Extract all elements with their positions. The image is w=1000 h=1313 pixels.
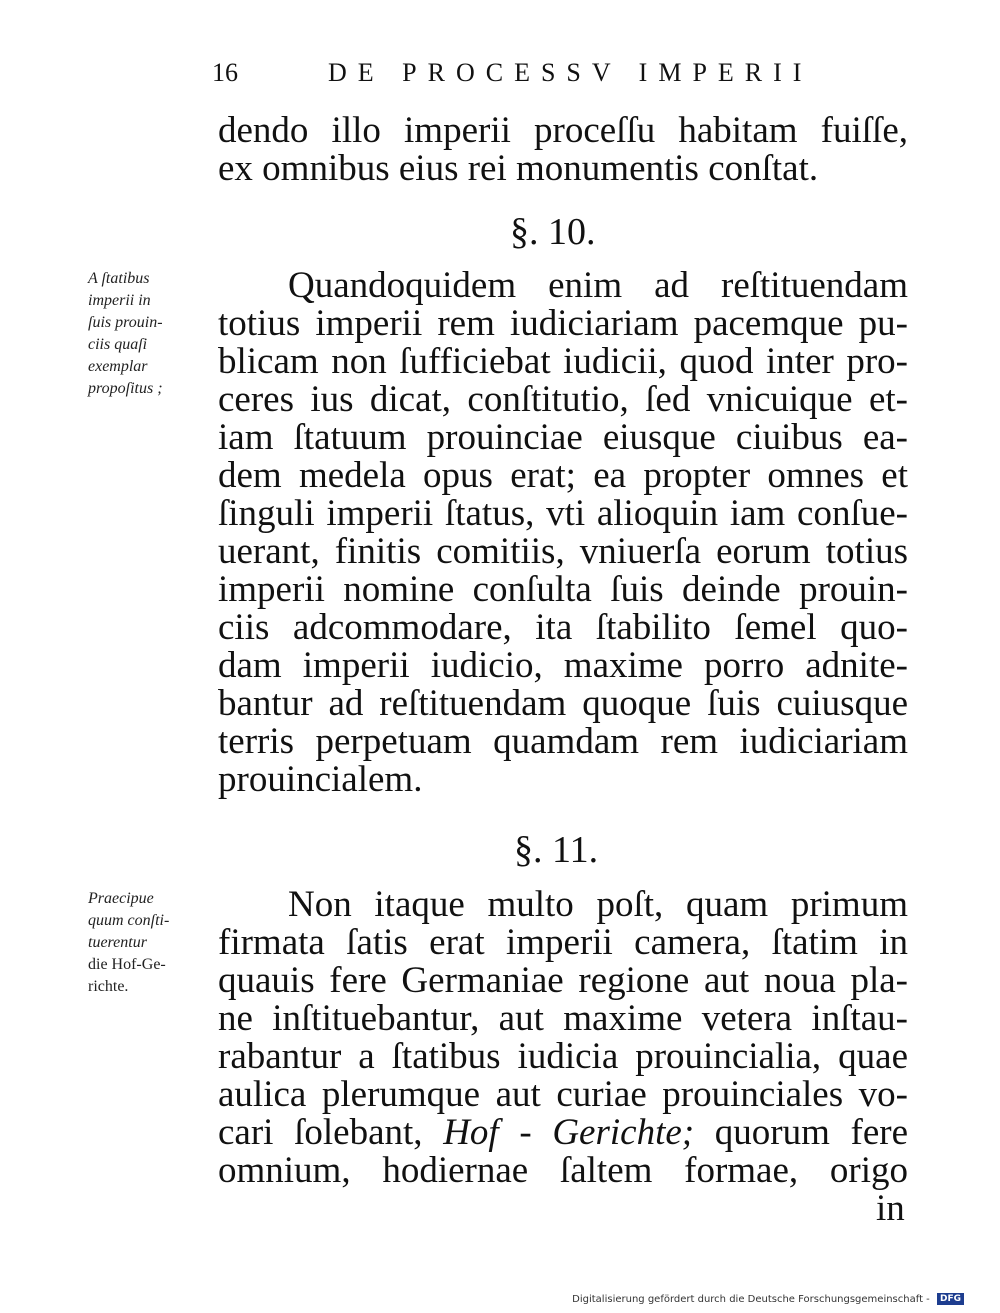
- paragraph-line: Quandoquidem enim ad reſtituendam: [288, 265, 908, 306]
- paragraph-line: ciis adcommodare, ita ſtabilito ſemel quo-: [218, 607, 908, 648]
- margin-note-section-10: [88, 268, 208, 400]
- paragraph-line: ne inſtituebantur, aut maxime vetera inſtau-: [218, 998, 908, 1039]
- running-head: DE PROCESSV IMPERII: [328, 58, 813, 87]
- dfg-logo: DFG: [937, 1293, 964, 1305]
- paragraph-line: uerant, finitis comitiis, vniuerſa eorum totius: [218, 531, 908, 572]
- catchword: in: [876, 1188, 905, 1229]
- margin-note-line: quum conſti-: [88, 912, 170, 929]
- funding-text: Digitalisierung gefördert durch die Deutsche Forschungsgemeinschaft -: [572, 1294, 930, 1305]
- margin-note-line: die Hof-Ge-: [88, 956, 166, 973]
- margin-note-line: tuerentur: [88, 934, 147, 951]
- paragraph-line: totius imperii rem iudiciariam pacemque pu-: [218, 303, 908, 344]
- paragraph-line: omnium, hodiernae ſaltem formae, origo: [218, 1150, 908, 1191]
- paragraph-line: prouincialem.: [218, 759, 423, 800]
- paragraph-line: Non itaque multo poſt, quam primum: [288, 884, 908, 925]
- emphasized-term: Hof - Gerichte;: [443, 1112, 695, 1153]
- section-heading-10: §. 10.: [510, 211, 596, 253]
- funding-note: [572, 1293, 964, 1305]
- paragraph-line: terris perpetuam quamdam rem iudiciariam: [218, 721, 908, 762]
- paragraph-line: iam ſtatuum prouinciae eiusque ciuibus ea-: [218, 417, 908, 458]
- margin-note-line: imperii in: [88, 292, 151, 309]
- margin-note-line: richte.: [88, 978, 129, 995]
- margin-note-line: ciis quaſi: [88, 336, 148, 353]
- page-number: 16: [212, 58, 238, 87]
- paragraph-line: dem medela opus erat; ea propter omnes et: [218, 455, 908, 496]
- paragraph-line: ſinguli imperii ſtatus, vti alioquin iam conſue-: [218, 493, 908, 534]
- line-text: quorum fere: [714, 1112, 909, 1153]
- paragraph-line: firmata ſatis erat imperii camera, ſtatim in: [218, 922, 908, 963]
- margin-note-line: exemplar: [88, 358, 148, 375]
- margin-note-line: propoſitus ;: [88, 380, 163, 397]
- paragraph-line: dam imperii iudicio, maxime porro adnite-: [218, 645, 908, 686]
- paragraph-line: [218, 1114, 908, 1152]
- paragraph-line: rabantur a ſtatibus iudicia prouincialia, quae: [218, 1036, 908, 1077]
- margin-note-section-11: [88, 888, 208, 998]
- margin-note-line: A ſtatibus: [88, 270, 150, 287]
- margin-note-line: ſuis prouin-: [88, 314, 163, 331]
- paragraph-line: quauis fere Germaniae regione aut noua pla-: [218, 960, 908, 1001]
- continuation-line: ex omnibus eius rei monumentis conſtat.: [218, 148, 819, 189]
- paragraph-line: blicam non ſufficiebat iudicii, quod inter pro-: [218, 341, 908, 382]
- line-text: cari ſolebant,: [218, 1112, 423, 1153]
- continuation-line: dendo illo imperii proceſſu habitam fuiſſe,: [218, 110, 908, 151]
- margin-note-line: Praecipue: [88, 890, 154, 907]
- paragraph-line: imperii nomine conſulta ſuis deinde prouin-: [218, 569, 908, 610]
- paragraph-line: ceres ius dicat, conſtitutio, ſed vnicuique et-: [218, 379, 908, 420]
- paragraph-line: aulica plerumque aut curiae prouinciales vo-: [218, 1074, 908, 1115]
- paragraph-line: bantur ad reſtituendam quoque ſuis cuiusque: [218, 683, 908, 724]
- section-heading-11: §. 11.: [514, 829, 599, 871]
